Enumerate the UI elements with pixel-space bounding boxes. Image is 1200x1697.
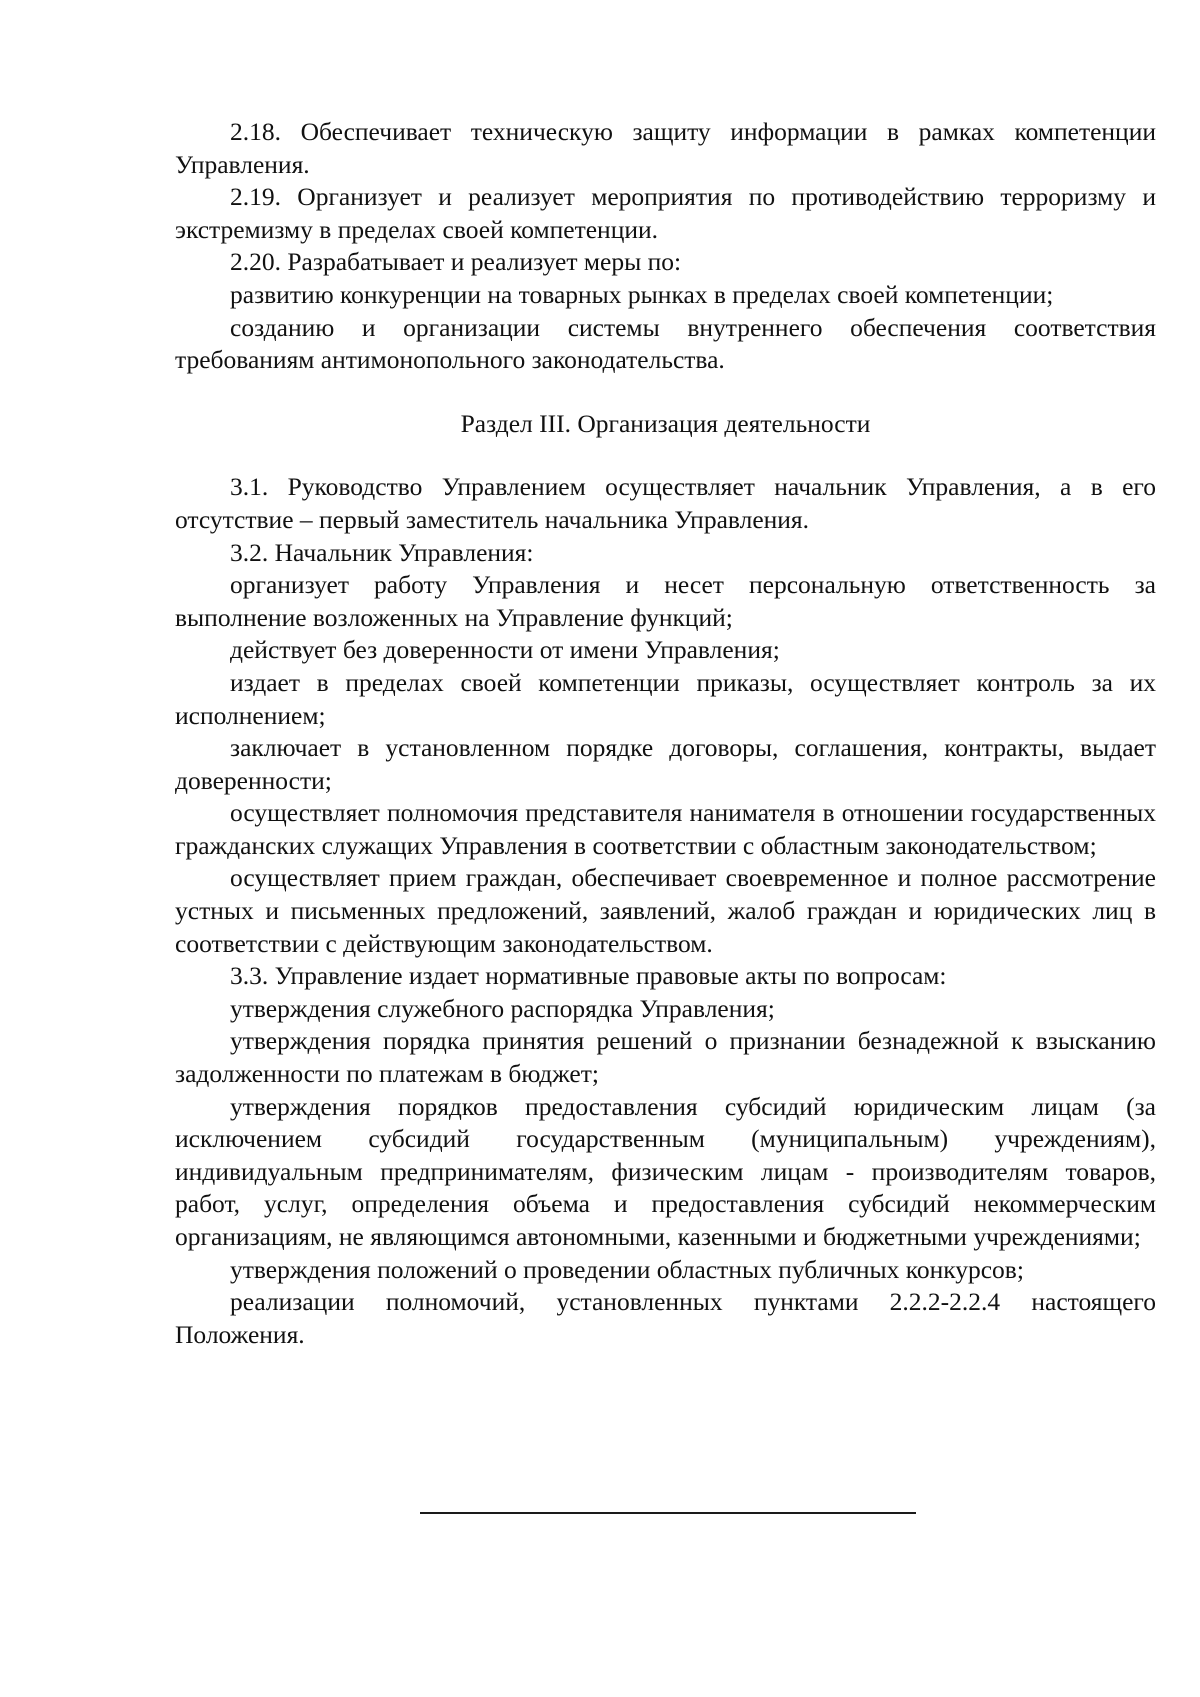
paragraph-3-3-item-1: утверждения служебного распорядка Управления; (230, 993, 775, 1023)
paragraph-3-3-item-2: утверждения порядка принятия решений о признании безнадежной к взысканию задолженности по платежам в бюджет; (175, 1026, 1156, 1089)
paragraph-3-3-item-3: утверждения порядков предоставления субсидий юридическим лицам (за исключением субсидий государственным (муниципальным) учреждениям), индивидуальным предпринимателям, физическим лицам - производителям товаров, работ, услуг, определения объема и предоставления субсидий некоммерческим организациям, не являющимся автономными, казенными и бюджетными учреждениями; (175, 1091, 1156, 1251)
paragraph-3-3-item-4: утверждения положений о проведении областных публичных конкурсов; (230, 1254, 1024, 1284)
paragraph-3-1: 3.1. Руководство Управлением осуществляет начальник Управления, а в его отсутствие – первый заместитель начальника Управления. (175, 472, 1156, 534)
paragraph-3-2-item-5: осуществляет полномочия представителя нанимателя в отношении государственных гражданских служащих Управления в соответствии с областным законодательством; (175, 798, 1156, 860)
paragraph-3-2-item-4: заключает в установленном порядке договоры, соглашения, контракты, выдает доверенности; (175, 733, 1156, 795)
section-heading: Раздел III. Организация деятельности (460, 408, 871, 438)
paragraph-3-3: 3.3. Управление издает нормативные правовые акты по вопросам: (230, 961, 947, 991)
paragraph-2-20: 2.20. Разрабатывает и реализует меры по: (230, 247, 682, 277)
paragraph-2-20-item-2: созданию и организации системы внутреннего обеспечения соответствия требованиям антимонопольного законодательства. (175, 312, 1156, 375)
paragraph-3-2-item-3: издает в пределах своей компетенции приказы, осуществляет контроль за их исполнением; (175, 667, 1156, 730)
paragraph-2-20-item-1: развитию конкуренции на товарных рынках в пределах своей компетенции; (230, 279, 1054, 309)
paragraph-2-18: 2.18. Обеспечивает техническую защиту информации в рамках компетенции Управления. (175, 117, 1156, 179)
paragraph-3-2: 3.2. Начальник Управления: (230, 537, 534, 567)
paragraph-3-2-item-2: действует без доверенности от имени Управления; (230, 635, 780, 665)
paragraph-3-2-item-1: организует работу Управления и несет персональную ответственность за выполнение возложенных на Управление функций; (175, 570, 1156, 632)
paragraph-3-3-item-5: реализации полномочий, установленных пунктами 2.2.2-2.2.4 настоящего Положения. (175, 1287, 1156, 1349)
document-body (175, 116, 1156, 1351)
paragraph-3-2-item-6: осуществляет прием граждан, обеспечивает своевременное и полное рассмотрение устных и письменных предложений, заявлений, жалоб граждан и юридических лиц в соответствии с действующим законодательством. (175, 863, 1156, 958)
end-of-document-rule (420, 1512, 916, 1514)
paragraph-2-19: 2.19. Организует и реализует мероприятия по противодействию терроризму и экстремизму в пределах своей компетенции. (175, 182, 1156, 244)
